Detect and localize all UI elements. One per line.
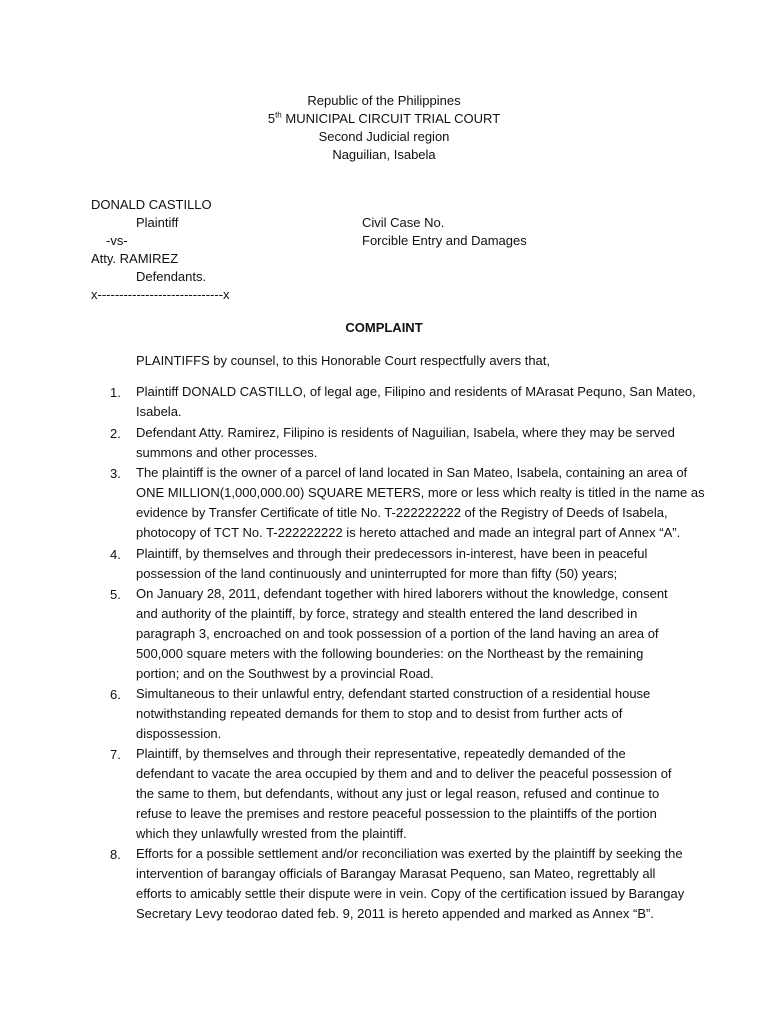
paragraph-number: 5. <box>110 587 121 602</box>
paragraph-line: efforts to amicably settle their dispute were in vein. Copy of the certification issued by Barangay <box>136 886 685 901</box>
plaintiff-name: DONALD CASTILLO <box>91 197 212 212</box>
plaintiff-role: Plaintiff <box>136 215 179 230</box>
paragraph-line: Plaintiff, by themselves and through their representative, repeatedly demanded of the <box>136 746 626 761</box>
defendant-role: Defendants. <box>136 269 207 284</box>
case-number-label: Civil Case No. <box>362 215 445 230</box>
paragraph-line: portion; and on the Southwest by a provincial Road. <box>136 666 434 681</box>
paragraph-line: intervention of barangay officials of Barangay Marasat Pequeno, san Mateo, regrettably all <box>136 866 656 881</box>
paragraph-line: Defendant Atty. Ramirez, Filipino is residents of Naguilian, Isabela, where they may be served <box>136 425 675 440</box>
paragraph-number: 8. <box>110 847 121 862</box>
paragraph-line: evidence by Transfer Certificate of title No. T-222222222 of the Registry of Deeds of Isabela, <box>136 505 668 520</box>
court-heading <box>0 110 768 128</box>
intro-text: PLAINTIFFS by counsel, to this Honorable Court respectfully avers that, <box>136 353 551 368</box>
paragraph-number: 6. <box>110 687 121 702</box>
region-heading: Second Judicial region <box>318 129 450 144</box>
paragraph-line: refuse to leave the premises and restore peaceful possession to the plaintiffs of the portion <box>136 806 657 821</box>
paragraph-number: 4. <box>110 547 121 562</box>
paragraph-text <box>136 584 696 684</box>
paragraph-text <box>136 423 696 463</box>
paragraph-line: and authority of the plaintiff, by force, strategy and stealth entered the land described in <box>136 606 638 621</box>
defendant-name: Atty. RAMIREZ <box>91 251 179 266</box>
paragraph-line: Isabela. <box>136 404 182 419</box>
paragraph-line: Simultaneous to their unlawful entry, defendant started construction of a residential house <box>136 686 651 701</box>
paragraph-line: On January 28, 2011, defendant together with hired laborers without the knowledge, consent <box>136 586 668 601</box>
paragraph-line: The plaintiff is the owner of a parcel of land located in San Mateo, Isabela, containing an area of <box>136 465 688 480</box>
paragraph-line: the same to them, but defendants, without any just or legal reason, refused and continue to <box>136 786 660 801</box>
paragraph-text <box>136 463 705 543</box>
versus-label: -vs- <box>106 233 128 248</box>
paragraph-line: Plaintiff, by themselves and through their predecessors in-interest, have been in peaceful <box>136 546 648 561</box>
paragraph-line: summons and other processes. <box>136 445 318 460</box>
document-title: COMPLAINT <box>345 320 423 335</box>
paragraph-line: paragraph 3, encroached on and took possession of a portion of the land having an area of <box>136 626 659 641</box>
paragraph-line: Secretary Levy teodorao dated feb. 9, 2011 is hereto appended and marked as Annex “B”. <box>136 906 654 921</box>
court-ordinal: 5 <box>267 111 276 126</box>
paragraph-number: 1. <box>110 385 121 400</box>
caption-separator: x-----------------------------x <box>91 287 230 302</box>
paragraph-text <box>136 684 696 744</box>
paragraph-text <box>136 744 696 844</box>
paragraph-line: which they unlawfully wrested from the plaintiff. <box>136 826 407 841</box>
paragraph-line: Efforts for a possible settlement and/or reconciliation was exerted by the plaintiff by seeking the <box>136 846 683 861</box>
republic-heading: Republic of the Philippines <box>307 93 461 108</box>
court-ordinal-suffix: th <box>275 110 282 120</box>
paragraph-line: dispossession. <box>136 726 222 741</box>
paragraph-number: 7. <box>110 747 121 762</box>
paragraph-line: Plaintiff DONALD CASTILLO, of legal age, Filipino and residents of MArasat Pequno, San Mateo, <box>136 384 696 399</box>
paragraph-text <box>136 844 696 924</box>
location-heading: Naguilian, Isabela <box>332 147 436 162</box>
court-name: MUNICIPAL CIRCUIT TRIAL COURT <box>285 111 501 126</box>
paragraph-line: notwithstanding repeated demands for them to stop and to desist from further acts of <box>136 706 623 721</box>
paragraph-line: defendant to vacate the area occupied by them and and to deliver the peaceful possession of <box>136 766 672 781</box>
paragraph-line: photocopy of TCT No. T-222222222 is hereto attached and made an integral part of Annex “A”. <box>136 525 681 540</box>
paragraph-text <box>136 544 696 584</box>
paragraph-number: 3. <box>110 466 121 481</box>
paragraph-line: 500,000 square meters with the following bounderies: on the Northeast by the remaining <box>136 646 644 661</box>
paragraph-line: possession of the land continuously and uninterrupted for more than fifty (50) years; <box>136 566 618 581</box>
paragraph-number: 2. <box>110 426 121 441</box>
paragraph-text <box>136 382 696 422</box>
case-type: Forcible Entry and Damages <box>362 233 527 248</box>
paragraph-line: ONE MILLION(1,000,000.00) SQUARE METERS, more or less which realty is titled in the name as <box>136 485 705 500</box>
